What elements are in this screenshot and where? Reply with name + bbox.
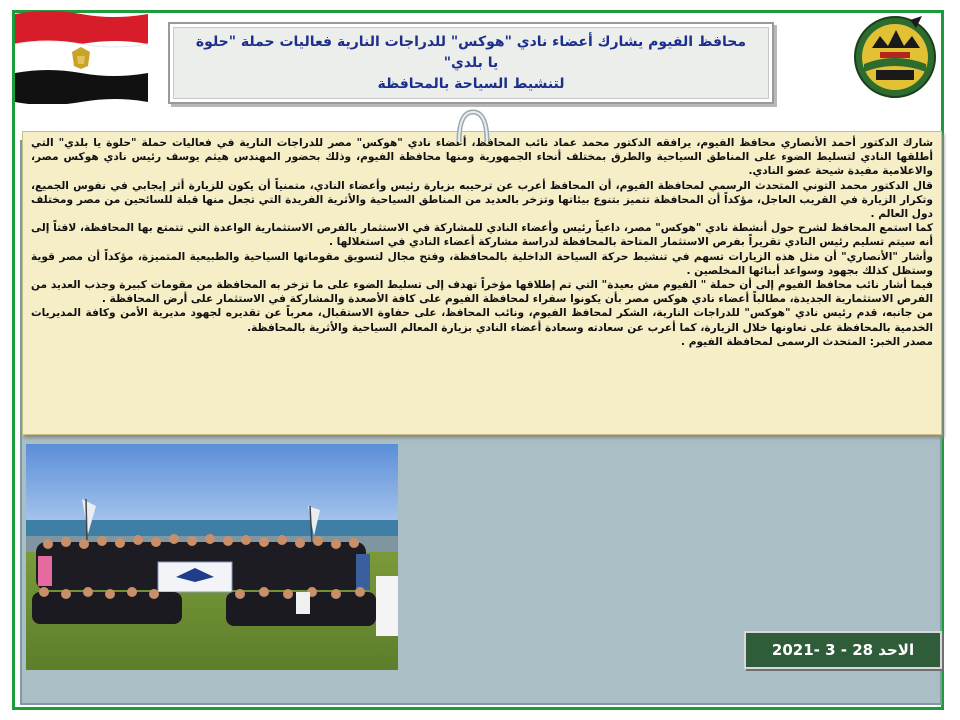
article-paragraph: قال الدكتور محمد التوني المتحدث الرسمي لمحافظة الفيوم، أن المحافظ أعرب عن ترحيبه بزيارة رئيس وأعضاء النادي، متمنياً أن يكون للزيارة أثر إيجابي في نفوس الجميع، وتكرار الزيارة في القريب العاجل، مؤكداً أن المحافظة تتميز بتنوع بيئاتها وتزخر بالعديد من المناطق السياحية والأثرية الفريدة التي تجعل منها قبلة للسائحين من مصر ومختلف دول العالم . [31, 179, 933, 221]
article-paragraph: وأشار "الأنصاري" أن مثل هذه الزيارات تسهم في تنشيط حركة السياحة الداخلية بالمحافظة، وفتح مجال لتسويق مقوماتها السياحية والطبيعية المتميزة، مؤكداً أن مصر قوية وستظل كذلك بجهود وسواعد أبنائها المخلصين . [31, 250, 933, 277]
headline-line-2: لتنشيط السياحة بالمحافظة [377, 75, 565, 92]
group-photo [26, 444, 398, 670]
article-paragraph: شارك الدكتور أحمد الأنصاري محافظ الفيوم، يرافقه الدكتور محمد عماد نائب المحافظ، أعضاء نادي "هوكس" مصر للدراجات النارية في فعاليات حملة "حلوة يا بلدي" التي أطلقها النادي لتسليط الضوء على المناطق السياحية والطرق بمختلف أنحاء الجمهورية ومنها محافظة الفيوم، وذلك بحضور المهندس هيثم يوسف رئيس نادي هوكس مصر، والاعلامية مفيدة شيحة عضو النادي. [31, 137, 933, 178]
article-body [22, 131, 942, 435]
article-paragraph: من جانبه، قدم رئيس نادي "هوكس" للدراجات النارية، الشكر لمحافظ الفيوم، ونائب المحافظ، على حفاوة الاستقبال، معرباً عن تقديره لجهود مديرية الأمن وكافة المديريات الخدمية بالمحافظة على تعاونها خلال الزيارة، كما أعرب عن سعادته وسعادة أعضاء النادي بزيارة المعالم السياحية والأثرية بالمحافظة. [31, 307, 933, 334]
date-text: الاحد 28 - 3 -2021 [771, 641, 915, 659]
fayoum-governorate-logo [850, 12, 940, 102]
headline-box [168, 22, 774, 104]
article-paragraph: فيما أشار نائب محافظ الفيوم إلى أن حملة " الفيوم مش بعيدة" التي تم إطلاقها مؤخراً تهدف إلى تسليط الضوء على ما تزخر به المحافظة من مقومات كبيرة وجذب العديد من الفرص الاستثمارية الجديدة، مطالباً أعضاء نادي هوكس مصر بأن يكونوا سفراء لمحافظة الفيوم على كافة الأصعدة والمشاركة في الاستثمار على أرض المحافظة . [31, 279, 933, 306]
article-source: مصدر الخبر: المتحدث الرسمى لمحافظة الفيوم . [681, 335, 933, 348]
article-paragraph: كما استمع المحافظ لشرح حول أنشطة نادي "هوكس" مصر، داعياً رئيس وأعضاء النادي للمشاركة في الاستثمار بالفرص الاستثمارية الواعدة التي تتمتع بها المحافظة، لافتاً إلى أنه سيتم تسليم رئيس النادي تقريراً بفرص الاستثمار المتاحة بالمحافظة لدراسة مشاركة أعضاء النادي في استغلالها . [31, 222, 933, 249]
headline-line-1: محافظ الفيوم يشارك أعضاء نادي "هوكس" للدراجات النارية فعاليات حملة "حلوة يا بلدي" [195, 33, 747, 71]
date-badge [744, 631, 942, 669]
binder-ring-icon [456, 108, 490, 148]
headline [190, 32, 752, 95]
egypt-flag-icon [15, 10, 148, 104]
